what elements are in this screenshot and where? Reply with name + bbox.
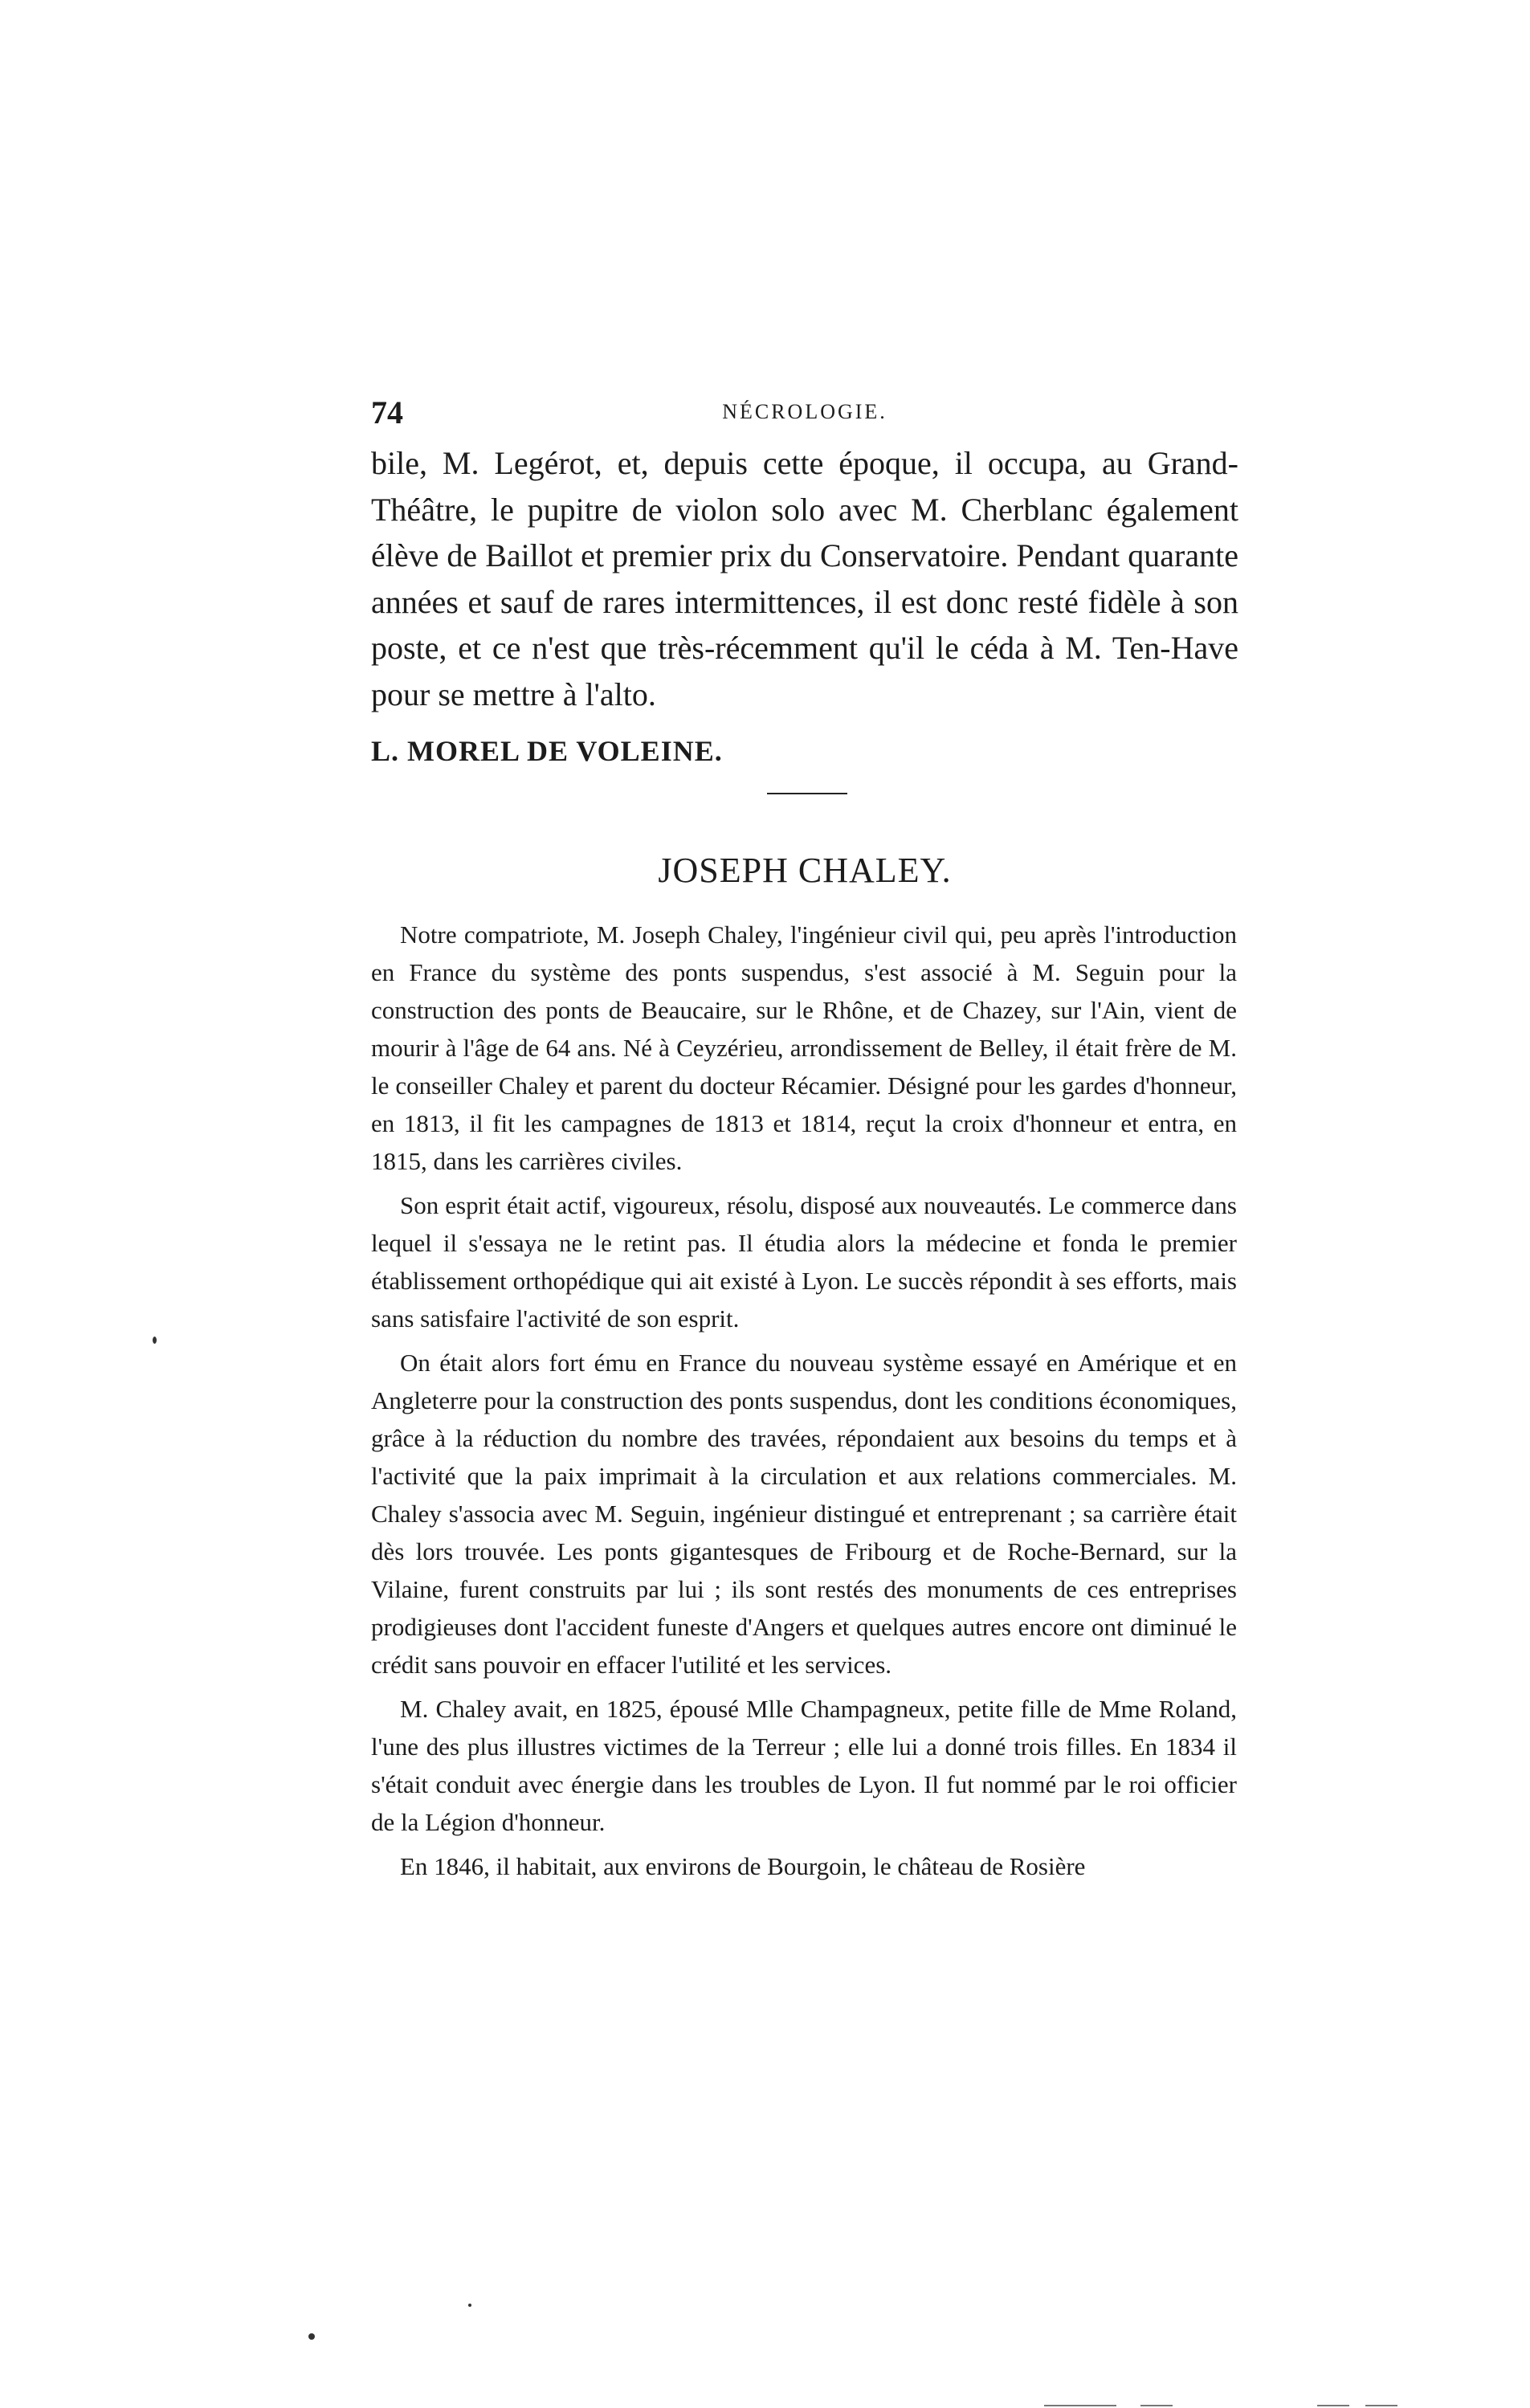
scan-mark [1044, 2405, 1116, 2406]
paragraph: M. Chaley avait, en 1825, épousé Mlle Champagneux, petite fille de Mme Roland, l'une des plus illustres victimes de la Terreur ; elle lui a donné trois filles. En 1834 il s'était conduit avec énergie dans les troubles de Lyon. Il fut nommé par le roi officier de la Légion d'honneur. [371, 1695, 1237, 1836]
running-head [371, 394, 1238, 434]
article-title: JOSEPH CHALEY. [658, 851, 952, 890]
scan-mark [1140, 2405, 1173, 2406]
section-divider [767, 793, 847, 794]
article-body [371, 916, 1237, 1892]
paragraph: Son esprit était actif, vigoureux, résolu, disposé aux nouveautés. Le commerce dans lequel il s'essaya ne le retint pas. Il étudia alors la médecine et fonda le premier établissement orthopédique qui ait existé à Lyon. Le succès répondit à ses efforts, mais sans satisfaire l'activité de son esprit. [371, 1191, 1237, 1333]
scan-mark [1365, 2405, 1397, 2406]
scan-mark [1317, 2405, 1349, 2406]
page-number: 74 [371, 394, 403, 431]
paragraph: Notre compatriote, M. Joseph Chaley, l'ingénieur civil qui, peu après l'introduction en France du système des ponts suspendus, s'est associé à M. Seguin pour la construction des ponts de Beaucaire, sur le Rhône, et de Chazey, sur l'Ain, vient de mourir à l'âge de 64 ans. Né à Ceyzérieu, arrondissement de Belley, il était frère de M. le conseiller Chaley et parent du docteur Récamier. Désigné pour les gardes d'honneur, en 1813, il fit les campagnes de 1813 et 1814, reçut la croix d'honneur et entra, en 1815, dans les carrières civiles. [371, 920, 1237, 1175]
previous-article [371, 440, 1238, 775]
scan-speck [153, 1337, 157, 1344]
paragraph: En 1846, il habitait, aux environs de Bourgoin, le château de Rosière [400, 1852, 1086, 1880]
paragraph: On était alors fort ému en France du nouveau système essayé en Amérique et en Angleterre pour la construction des ponts suspendus, dont les conditions économiques, grâce à la réduction du nombre des travées, répondaient aux besoins du temps et à l'activité que la paix imprimait à la circulation et aux relations commerciales. M. Chaley s'associa avec M. Seguin, ingénieur distingué et entreprenant ; sa carrière était dès lors trouvée. Les ponts gigantesques de Fribourg et de Roche-Bernard, sur la Vilaine, furent construits par lui ; ils sont restés des monuments de ces entreprises prodigieuses dont l'accident funeste d'Angers et quelques autres encore ont diminué le crédit sans pouvoir en effacer l'utilité et les services. [371, 1349, 1237, 1679]
running-title: NÉCROLOGIE. [722, 400, 887, 423]
scan-speck [308, 2333, 315, 2340]
scan-speck [468, 2304, 471, 2307]
previous-article-paragraph: bile, M. Legérot, et, depuis cette époque, il occupa, au Grand-Théâtre, le pupitre de violon solo avec M. Cherblanc également élève de Baillot et premier prix du Conservatoire. Pendant quarante années et sauf de rares intermittences, il est donc resté fidèle à son poste, et ce n'est que très-récemment qu'il le céda à M. Ten-Have pour se mettre à l'alto. [371, 445, 1238, 712]
author-signature: L. MOREL DE VOLEINE. [371, 735, 723, 767]
